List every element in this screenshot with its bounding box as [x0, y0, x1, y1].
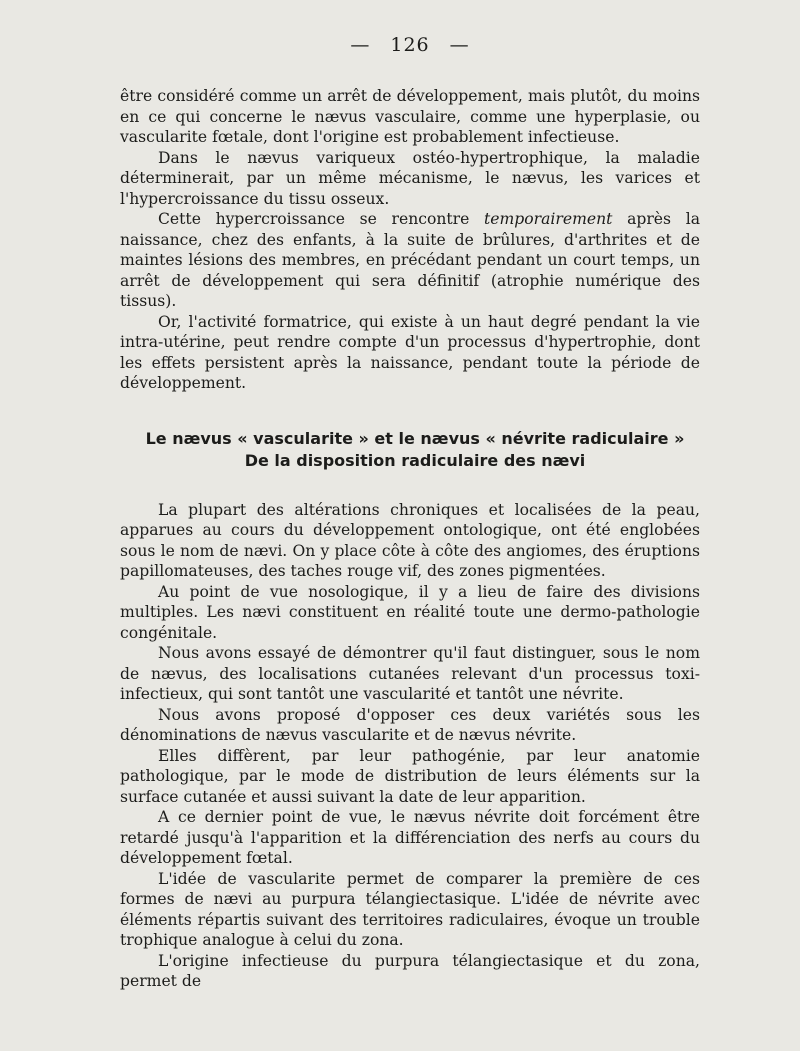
page-number-value: 126 — [390, 34, 430, 56]
paragraph-activite-formatrice: Or, l'activité formatrice, qui existe à un haut degré pendant la vie intra-utérine, peut rendre compte d'un processus d'hypertrophie, dont les effets persistent après la naissance, pendant toute la période de développement. — [120, 312, 700, 392]
paragraph-osteo-hypertrophique: Dans le nævus variqueux ostéo-hypertrophique, la maladie déterminerait, par un même mécanisme, le nævus, les varices et l'hypercroissance du tissu osseux. — [120, 148, 700, 208]
paragraph-text: après la naissance, chez des enfants, à la suite de brûlures, d'arthrites et de maintes lésions des membres, en précédant pendant un court temps, un arrêt de développement qui sera définitif (atrophie numérique des tissus). — [120, 210, 700, 310]
section-heading — [110, 428, 720, 472]
section-heading-line-2: De la disposition radiculaire des nævi — [244, 450, 586, 470]
paragraph-point-de-vue: A ce dernier point de vue, le nævus névrite doit forcément être retardé jusqu'à l'apparition et la différenciation des nerfs au cours du développement fœtal. — [120, 808, 700, 867]
emphasis-temporairement: temporairement — [484, 210, 613, 228]
paragraph-origine-infectieuse: L'origine infectieuse du purpura télangiectasique et du zona, permet de — [120, 951, 700, 990]
paragraph-text: Cette hypercroissance se rencontre — [158, 210, 485, 228]
page-number-dash-left: — — [350, 34, 371, 56]
page-number — [120, 34, 700, 56]
section-heading-line-1: Le nævus « vascularite » et le nævus « névrite radiculaire » — [145, 428, 685, 448]
page-number-dash-right: — — [449, 34, 470, 56]
paragraph-idee-vascularite: L'idée de vascularite permet de comparer la première de ces formes de nævi au purpura télangiectasique. L'idée de névrite avec éléments répartis suivant des territoires radiculaires, évoque un trouble trophique analogue à celui du zona. — [120, 869, 700, 949]
paragraph-hypercroissance — [120, 209, 700, 312]
paragraph-distinguer: Nous avons essayé de démontrer qu'il faut distinguer, sous le nom de nævus, des localisations cutanées relevant d'un processus toxi-infectieux, qui sont tantôt une vascularité et tantôt une névrite. — [120, 644, 700, 703]
paragraph-nosologique: Au point de vue nosologique, il y a lieu de faire des divisions multiples. Les nævi constituent en réalité toute une dermo-pathologie congénitale. — [120, 582, 700, 642]
paragraph-opposer: Nous avons proposé d'opposer ces deux variétés sous les dénominations de nævus vascularite et de nævus névrite. — [120, 705, 700, 744]
paragraph-differences: Elles diffèrent, par leur pathogénie, par leur anatomie pathologique, par le mode de distribution de leurs éléments sur la surface cutanée et aussi suivant la date de leur apparition. — [120, 746, 700, 806]
paragraph-alterations: La plupart des altérations chroniques et localisées de la peau, apparues au cours du développement ontologique, ont été englobées sous le nom de nævi. On y place côte à côte des angiomes, des éruptions papillomateuses, des taches rouge vif, des zones pigmentées. — [120, 500, 700, 580]
paragraph-continuation: être considéré comme un arrêt de développement, mais plutôt, du moins en ce qui concerne le nævus vasculaire, comme une hyperplasie, ou vascularite fœtale, dont l'origine est probablement infectieuse. — [120, 87, 700, 146]
